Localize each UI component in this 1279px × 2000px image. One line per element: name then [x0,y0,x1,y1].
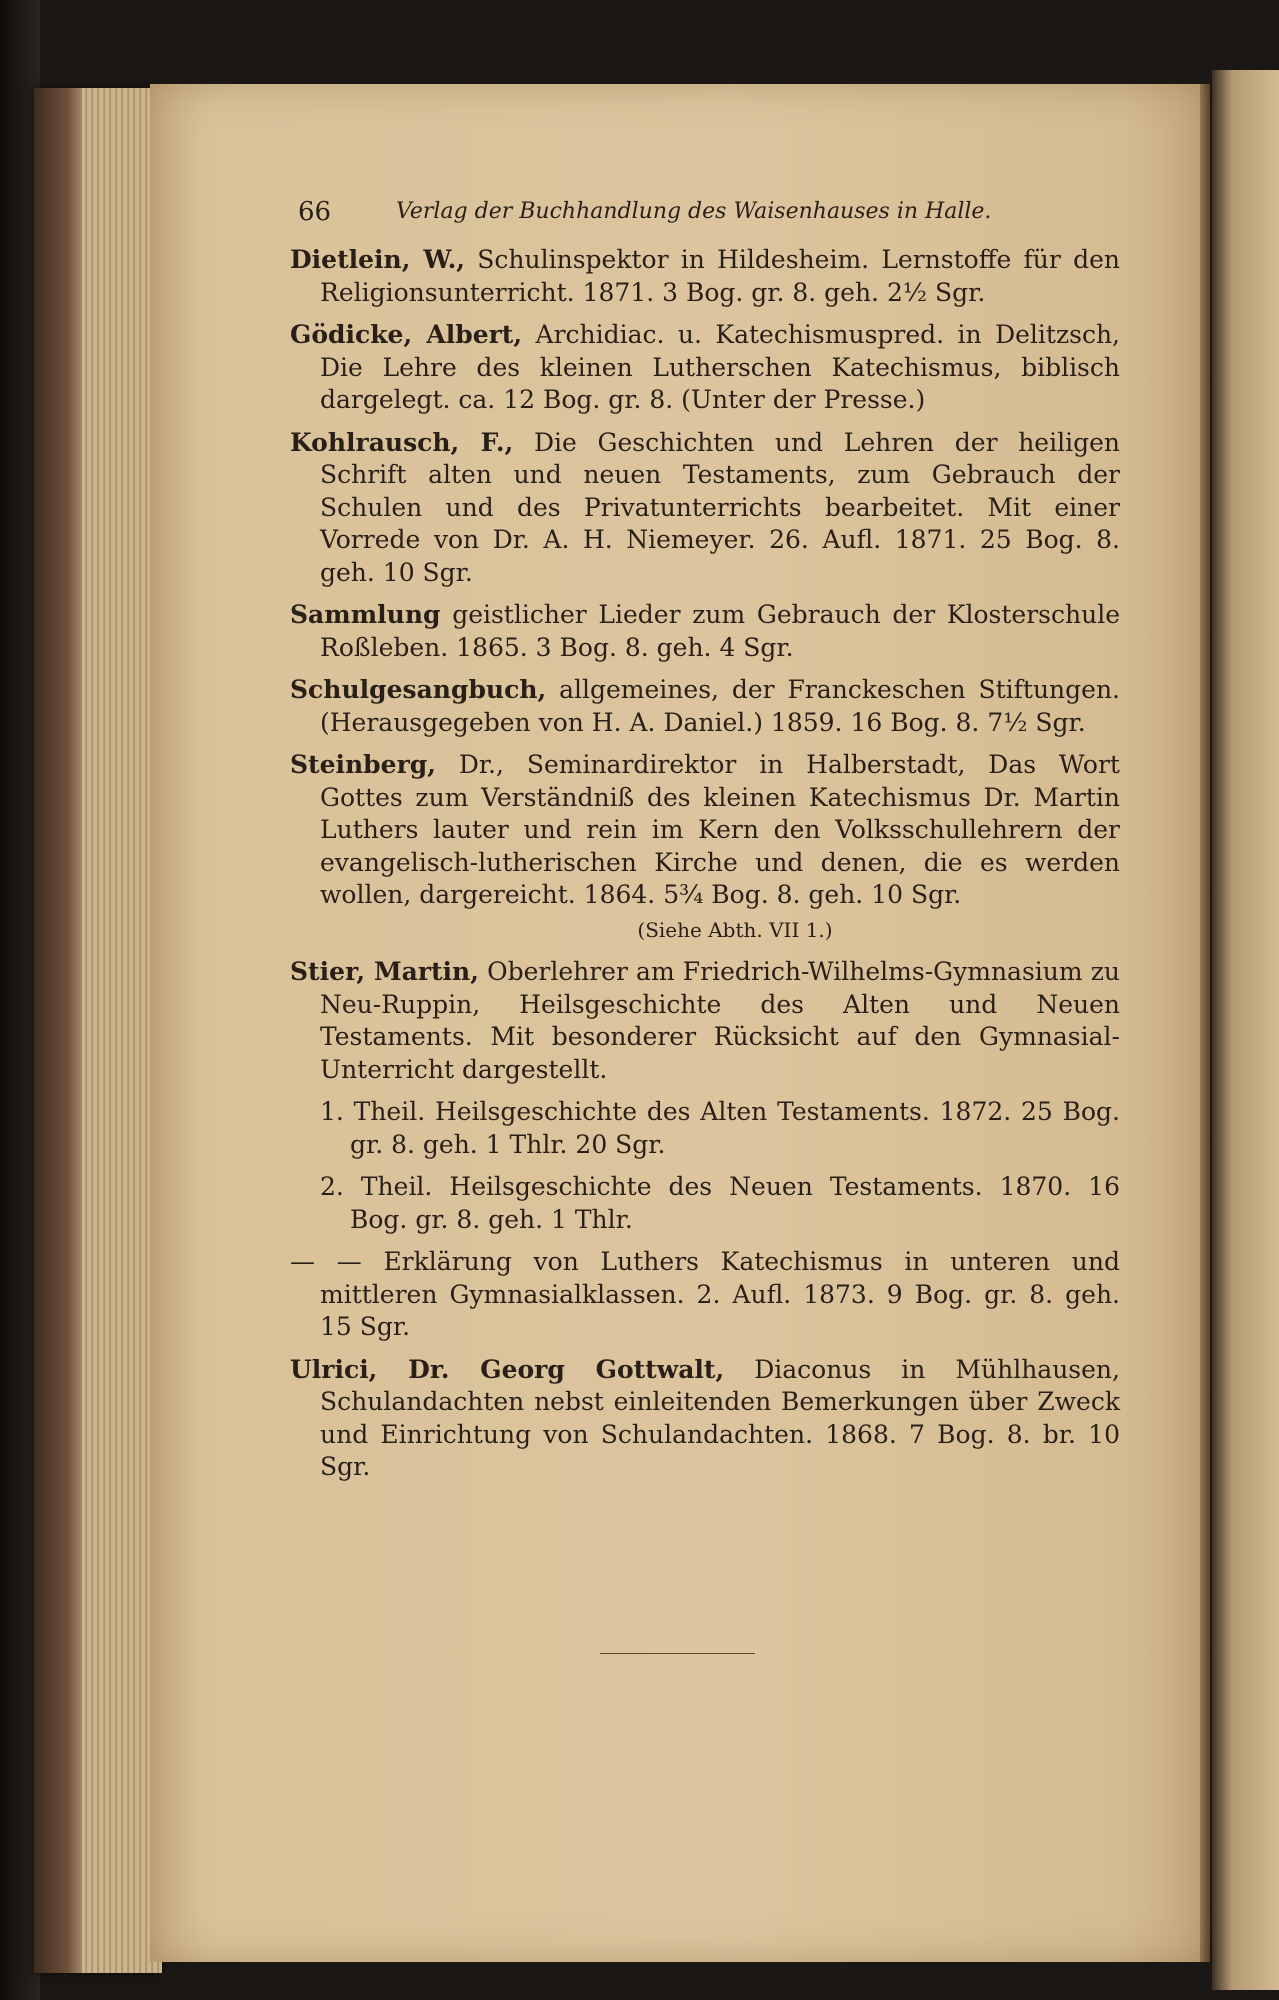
entry-author: Kohlrausch, F., [290,427,514,457]
entry-text: Archidiac. u. Katechismuspred. in Delitzsch, Die Lehre des kleinen Lutherschen Katechismus, biblisch dargelegt. ca. 12 Bog. gr. 8. (Unter der Presse.) [320,320,1121,414]
entry-text: Diaconus in Mühlhausen, Schulandachten nebst einleitenden Bemerkungen über Zweck und Einrichtung von Schulandachten. 1868. 7 Bog. 8. br. 10 Sgr. [320,1354,1120,1481]
entry-author: Stier, Martin, [290,957,479,986]
entry-author: Steinberg, [290,750,436,779]
catalog-entry-goedicke [290,319,1120,417]
cross-reference: (Siehe Abth. VII 1.) [637,917,833,942]
page-number: 66 [298,197,332,227]
running-title: Verlag der Buchhandlung des Waisenhauses in Halle. [396,199,992,224]
entry-text: Dr., Seminardirektor in Halberstadt, Das Wort Gottes zum Verständniß des kleinen Katechismus Dr. Martin Luthers lauter und rein im Kern den Volksschullehrern der evangelisch-lutherischen Kirche und denen, die es werden wollen, dargereicht. 1864. 5¾ Bog. 8. geh. 10 Sgr. [320,750,1120,909]
catalog-entry-schulgesangbuch [290,674,1120,739]
entry-title: Sammlung [290,600,441,629]
facing-page-edge [1212,70,1279,1990]
entry-text: Oberlehrer am Friedrich-Wilhelms-Gymnasium zu Neu-Ruppin, Heilsgeschichte des Alten und Neuen Testaments. Mit besonderer Rücksicht auf den Gymnasial-Unterricht dargestellt. [320,957,1120,1084]
page-text [290,196,1120,1494]
running-head [290,196,1120,244]
entry-text: geistlicher Lieder zum Gebrauch der Klosterschule Roßleben. 1865. 3 Bog. 8. geh. 4 Sgr. [320,600,1120,662]
catalog-entry-steinberg [290,749,1120,912]
entry-text: Schulinspektor in Hildesheim. Lernstoffe für den Religionsunterricht. 1871. 3 Bog. gr. 8. geh. 2½ Sgr. [320,245,1121,307]
entry-text: Die Geschichten und Lehren der heiligen Schrift alten und neuen Testaments, zum Gebrauch der Schulen und des Privatunterrichts bearbeitet. Mit einer Vorrede von Dr. A. H. Niemeyer. 26. Aufl. 1871. 25 Bog. 8. geh. 10 Sgr. [320,427,1120,587]
catalog-entry-kohlrausch [290,427,1120,590]
ditto-dash: — — [290,1247,362,1276]
entry-text: Erklärung von Luthers Katechismus in unteren und mittleren Gymnasialklassen. 2. Aufl. 1873. 9 Bog. gr. 8. geh. 15 Sgr. [320,1247,1120,1341]
volume-part-1: 1. Theil. Heilsgeschichte des Alten Testaments. 1872. 25 Bog. gr. 8. geh. 1 Thlr. 20 Sgr. [320,1097,1120,1159]
entry-title: Schulgesangbuch, [290,675,547,704]
volume-part-2: 2. Theil. Heilsgeschichte des Neuen Testaments. 1870. 16 Bog. gr. 8. geh. 1 Thlr. [320,1172,1120,1234]
catalog-entry-ulrici [290,1354,1120,1484]
entry-author: Gödicke, Albert, [290,320,523,349]
entry-author: Ulrici, Dr. Georg Gottwalt, [290,1354,725,1384]
catalog-entry-sammlung [290,599,1120,664]
catalog-entry-dietlein [290,244,1120,309]
catalog-entry-stier-katechismus [290,1246,1120,1344]
catalog-entry-stier [290,956,1120,1086]
end-rule [600,1653,755,1654]
entry-author: Dietlein, W., [290,245,466,274]
binding-edge [34,88,82,1973]
entry-text: allgemeines, der Franckeschen Stiftungen. (Herausgegeben von H. A. Daniel.) 1859. 16 Bog. 8. 7½ Sgr. [320,675,1121,737]
